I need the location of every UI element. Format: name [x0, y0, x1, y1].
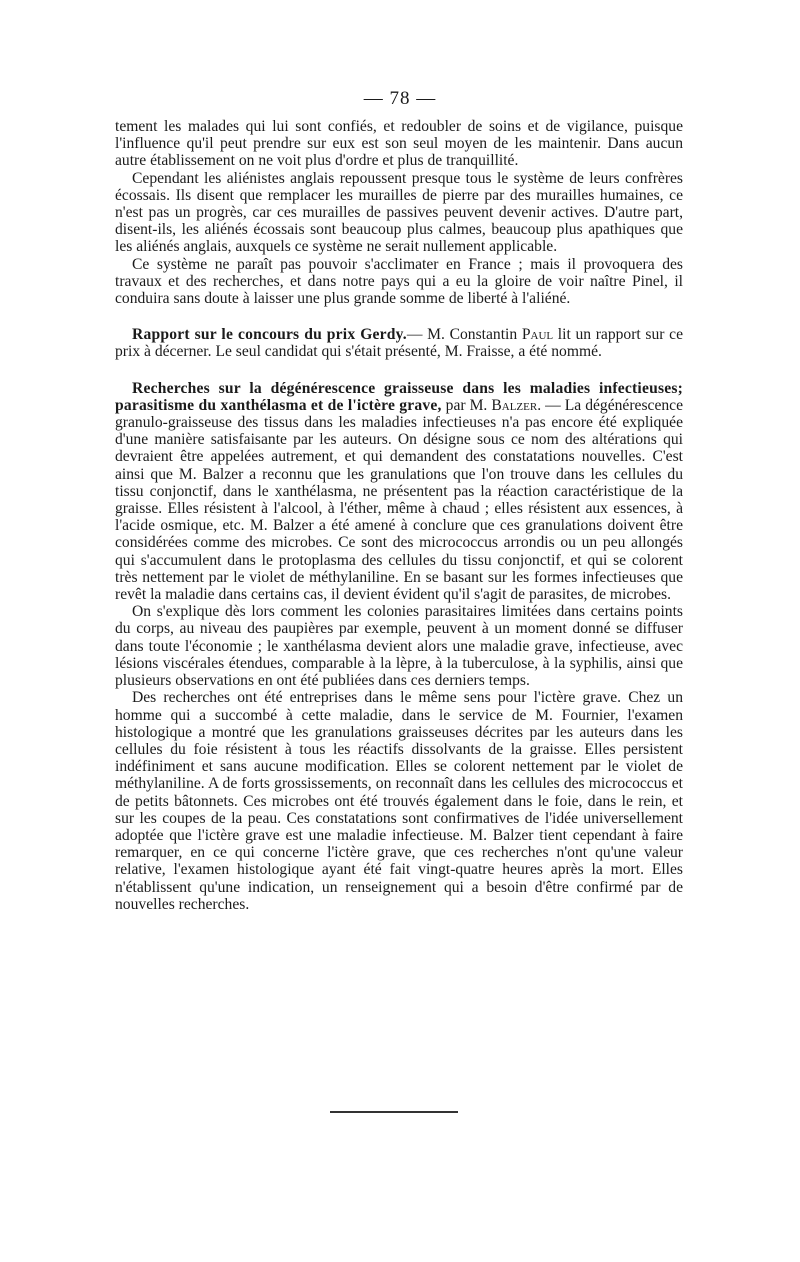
body-text: . — La dégénérescence granulo-graisseuse des tissus dans les maladies infectieuses n'a pas encore été expliquée d'une manière satisfaisante par les auteurs. On désigne sous ce nom des altérations qui devraient être appelées autrement, et qui demandent des constatations nouvelles. C'est ainsi que M. Balzer a reconnu que les granulations que l'on trouve dans les cellules du tissu conjonctif, dans le xanthélasma, ne présentent pas la réaction caractéristique de la graisse. Elles résistent à l'alcool, à l'éther, même à chaud ; elles résistent aux essences, à l'acide osmique, etc. M. Balzer a été amené à conclure que ces granulations doivent être considérées comme des microbes. Ce sont des micrococcus arrondis ou un peu allongés qui s'accumulent dans le protoplasma des cellules du tissu conjonctif, et qui se colorent très nettement par le violet de méthylaniline. En se basant sur les formes infectieuses que revêt la maladie dans certains cas, il devient évident qu'il s'agit de parasites, de microbes.: [115, 396, 684, 604]
paragraph: tement les malades qui lui sont confiés, et redoubler de soins et de vigilance, puisque l'influence qu'il peut prendre sur eux est son seul moyen de les maintenir. Dans aucun autre établissement on ne voit plus d'ordre et plus de tranquillité.: [115, 118, 683, 170]
closing-rule: [330, 1111, 458, 1113]
author-name: Balzer: [491, 396, 538, 414]
section-heading: Recherches sur la dégénérescence graisseuse dans les maladies infectieuses; parasitisme du xanthélasma et de l'ictère grave,: [115, 379, 683, 414]
page-body: [115, 118, 683, 913]
body-text: lit un rapport sur ce prix à décerner. Le seul candidat qui s'était présenté, M. Fraisse, a été nommé.: [115, 326, 683, 361]
paragraph: Cependant les aliénistes anglais repoussent presque tous le système de leurs confrères écossais. Ils disent que remplacer les murailles de pierre par des murailles humaines, ce n'est pas un progrès, car ces murailles de passives peuvent devenir actives. D'autre part, disent-ils, les aliénés écossais sont beaucoup plus calmes, beaucoup plus apathiques que les aliénés anglais, auxquels ce système ne serait nullement applicable.: [115, 169, 683, 256]
paragraph: On s'explique dès lors comment les colonies parasitaires limitées dans certains points du corps, au niveau des paupières par exemple, peuvent à un moment donné se diffuser dans toute l'économie ; le xanthélasma devient alors une maladie grave, infectieuse, avec lésions viscérales étendues, comparable à la lèpre, à la tuberculose, à la syphilis, ainsi que plusieurs observations en ont été publiées dans ces derniers temps.: [115, 603, 683, 690]
body-text: — M. Constantin: [406, 326, 522, 344]
paragraph: Ce système ne paraît pas pouvoir s'acclimater en France ; mais il provoquera des travaux et des recherches, et dans notre pays qui a eu la gloire de voir naître Pinel, il conduira sans doute à laisser une plus grande somme de liberté à l'aliéné.: [115, 255, 683, 308]
body-text: par M.: [441, 396, 492, 414]
section-heading: Rapport sur le concours du prix Gerdy.: [132, 326, 407, 344]
paragraph: Des recherches ont été entreprises dans le même sens pour l'ictère grave. Chez un homme qui a succombé à cette maladie, dans le service de M. Fournier, l'examen histologique a montré que les granulations graisseuses décrites par les auteurs dans les cellules du foie résistent à tous les réactifs dissolvants de la graisse. Elles persistent indéfiniment et sans aucune modification. Elles se colorent nettement par le violet de méthylaniline. A de forts grossissements, on reconnaît dans les cellules des micrococcus et de petits bâtonnets. Ces microbes ont été trouvés également dans le foie, dans le rein, et sur les coupes de la peau. Ces constatations sont confirmatives de l'idée universellement adoptée que l'ictère grave est une maladie infectieuse. M. Balzer tient cependant à faire remarquer, en ce qui concerne l'ictère grave, que ces recherches n'ont qu'une valeur relative, l'examen histologique ayant été fait vingt-quatre heures après la mort. Elles n'établissent qu'une indication, un renseignement qui a besoin d'être confirmé par de nouvelles recherches.: [115, 689, 683, 913]
section-recherches: [115, 380, 683, 604]
page-number: — 78 —: [363, 88, 437, 109]
author-name: Paul: [521, 326, 554, 344]
section-rapport: [115, 326, 683, 360]
